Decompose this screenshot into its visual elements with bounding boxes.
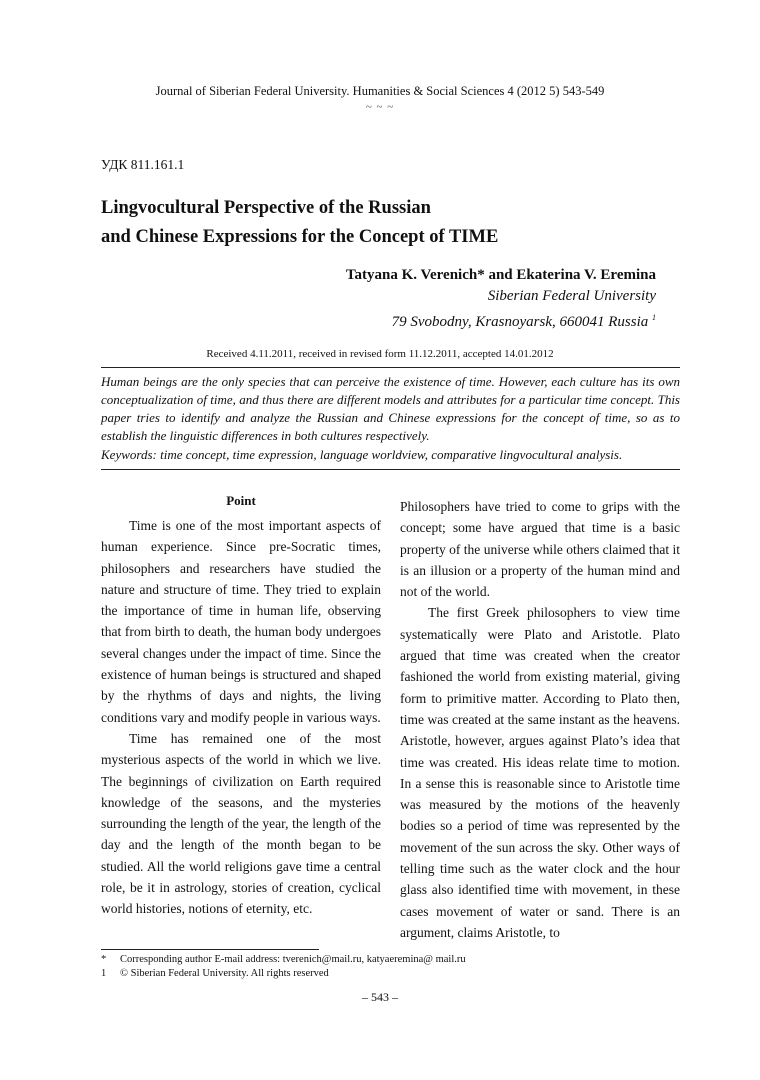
footnote-mark: * [101, 954, 107, 965]
author-block [346, 265, 656, 333]
address-text: 79 Svobodny, Krasnoyarsk, 660041 Russia [391, 314, 649, 330]
address [346, 307, 656, 333]
title-line-2: and Chinese Expressions for the Concept of TIME [101, 227, 499, 247]
author-names: Tatyana K. Verenich* and Ekaterina V. Eremina [345, 267, 656, 283]
abstract-bottom-rule [101, 469, 680, 470]
address-footnote-mark: 1 [652, 313, 656, 322]
footnote [101, 953, 466, 967]
footnote-mark: 1 [101, 968, 107, 979]
footnotes [101, 953, 466, 981]
page-number: – 543 – [362, 990, 398, 1004]
header-separator: ~ ~ ~ [365, 101, 395, 113]
paragraph: Time has remained one of the most mysterious aspects of the world in which we live. The beginnings of civilization on Earth required knowledge of the seasons, and the mysteries surrounding the length of the year, the length of the day and the length of the month began to be studied. All the world religions gave time a central role, be it in astrology, stories of creation, cyclical world histories, notions of eternity, etc. [101, 730, 381, 917]
title-line-1: Lingvocultural Perspective of the Russian [101, 198, 431, 218]
journal-header: Journal of Siberian Federal University. Humanities & Social Sciences 4 (2012 5) 543-549 [155, 84, 605, 98]
footnote-text: Corresponding author E-mail address: tverenich@mail.ru, katyaeremina@ mail.ru [120, 954, 466, 965]
footnote-text: © Siberian Federal University. All rights reserved [120, 968, 329, 979]
footnote [101, 967, 466, 981]
keywords: Keywords: time concept, time expression, language worldview, comparative lingvocultural analysis. [101, 447, 623, 462]
udk-code: УДК 811.161.1 [101, 157, 185, 172]
section-heading: Point [226, 493, 256, 508]
affiliation: Siberian Federal University [487, 288, 656, 304]
footnote-rule [101, 949, 319, 950]
abstract: Human beings are the only species that can perceive the existence of time. However, each culture has its own conceptualization of time, and thus there are different models and attributes for a particular time concept. This paper tries to identify and analyze the Russian and Chinese expressions for the concept of time, so as to establish the linguistic differences in both cultures respectively. [101, 374, 680, 443]
received-dates: Received 4.11.2011, received in revised form 11.12.2011, accepted 14.01.2012 [206, 348, 554, 360]
paragraph: Philosophers have tried to come to grips with the concept; some have argued that time is a basic property of the universe while others claimed that it is an illusion or a property of the human mind and not of the world. [400, 499, 680, 600]
paragraph: Time is one of the most important aspects of human experience. Since pre-Socratic times, philosophers and researchers have studied the nature and structure of time. They tried to explain the importance of time in human life, observing that from birth to death, the human body undergoes several changes under the impact of time. Since the existence of human beings is structured and shaped by the rhythms of days and nights, the living conditions vary and modify people in various ways. [101, 518, 381, 725]
left-column [101, 515, 381, 920]
article-title [101, 194, 661, 252]
right-column [400, 496, 680, 943]
abstract-top-rule [101, 367, 680, 368]
paragraph: The first Greek philosophers to view time systematically were Plato and Aristotle. Plato argued that time was created when the creator fashioned the world from existing material, giving form to primitive matter. According to Plato then, time was created at the same instant as the heavens. Aristotle, however, argues against Plato’s idea that time was created. His ideas relate time to motion. In a sense this is reasonable since to Aristotle time was measured by the motions of the heavenly bodies so a period of time was represented by the movement of the sun across the sky. Other ways of telling time such as the water clock and the hour glass also identified time with movement, in these cases movement of water or sand. There is an argument, claims Aristotle, to [400, 605, 680, 940]
